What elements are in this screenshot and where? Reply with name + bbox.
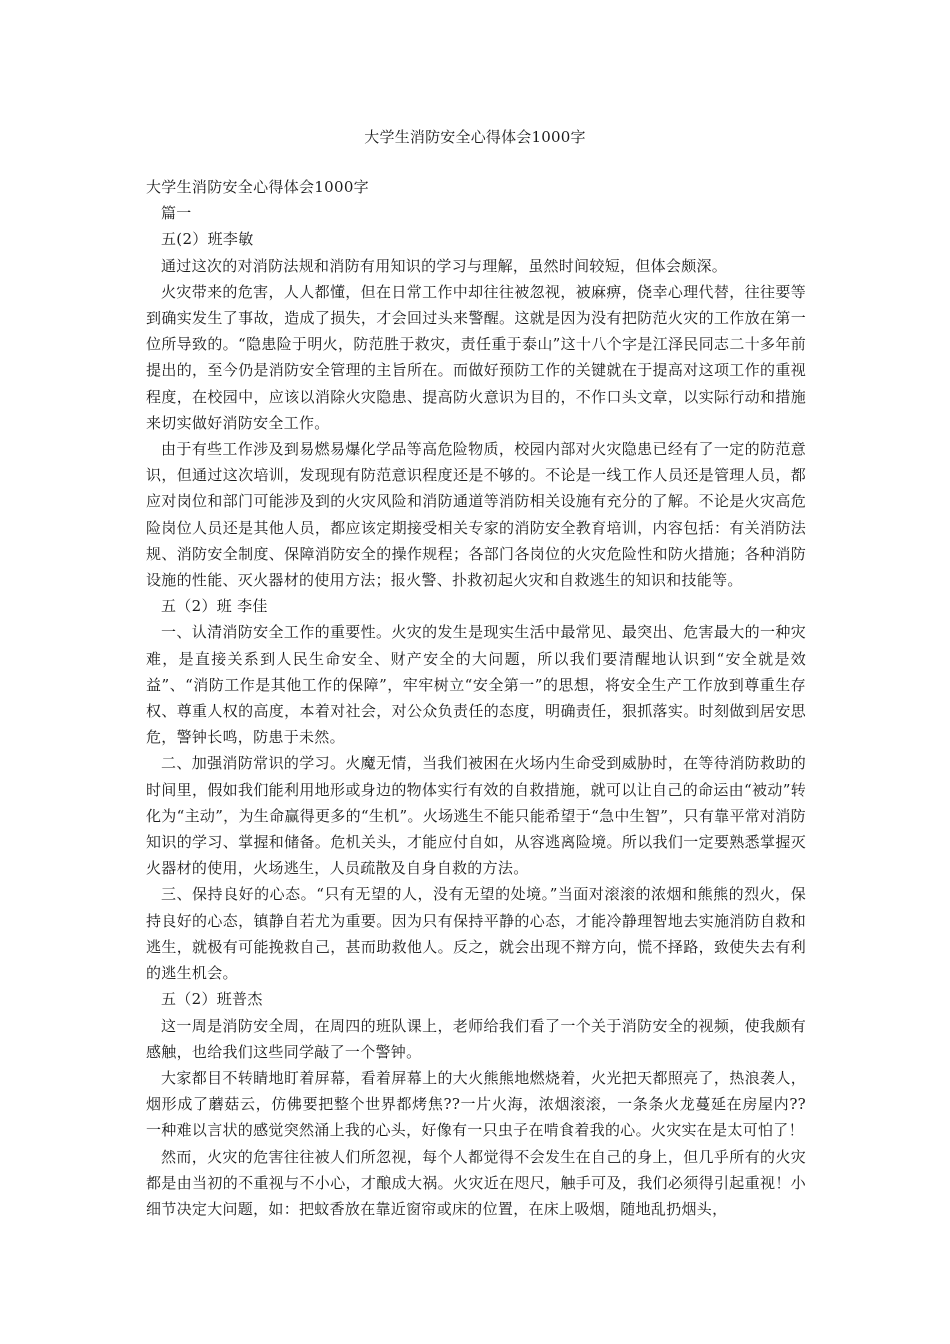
author-line: 五（2）班普杰 <box>161 990 263 1009</box>
paragraph: 三、保持良好的心态。“只有无望的人，没有无望的处境。”当面对滚滚的浓烟和熊熊的烈火，保持良好的心态，镇静自若尤为重要。因为只有保持平静的心态，才能冷静理智地去实施消防自救和逃生，就极有可能挽救自己，甚而助救他人。反之，就会出现不辩方向，慌不择路，致使失去有利的逃生机会。 <box>146 885 806 983</box>
paragraph: 由于有些工作涉及到易燃易爆化学品等高危险物质，校园内部对火灾隐患已经有了一定的防范意识，但通过这次培训，发现现有防范意识程度还是不够的。不论是一线工作人员还是管理人员，都应对岗位和部门可能涉及到的火灾风险和消防通道等消防相关设施有充分的了解。不论是火灾高危险岗位人员还是其他人员，都应该定期接受相关专家的消防安全教育培训，内容包括：有关消防法规、消防安全制度、保障消防安全的操作规程；各部门各岗位的火灾危险性和防火措施；各种消防设施的性能、灭火器材的使用方法；报火警、扑救初起火灾和自救逃生的知识和技能等。 <box>146 440 806 590</box>
part-label: 篇一 <box>161 204 192 223</box>
paragraph: 火灾带来的危害，人人都懂，但在日常工作中却往往被忽视，被麻痹，侥幸心理代替，往往要等到确实发生了事故，造成了损失，才会回过头来警醒。这就是因为没有把防范火灾的工作放在第一位所导致的。“隐患险于明火，防范胜于救灾，责任重于泰山”这十八个字是江泽民同志二十多年前提出的，至今仍是消防安全管理的主旨所在。而做好预防工作的关键就在于提高对这项工作的重视程度，在校园中，应该以消除火灾隐患、提高防火意识为目的，不作口头文章，以实际行动和措施来切实做好消防安全工作。 <box>146 282 806 432</box>
paragraph: 这一周是消防安全周，在周四的班队课上，老师给我们看了一个关于消防安全的视频，使我颇有感触，也给我们这些同学敲了一个警钟。 <box>146 1016 806 1061</box>
document-heading: 大学生消防安全心得体会1000字 <box>146 178 369 196</box>
paragraph: 二、加强消防常识的学习。火魔无情，当我们被困在火场内生命受到威胁时，在等待消防救助的时间里，假如我们能利用地形或身边的物体实行有效的自救措施，就可以让自己的命运由“被动”转化为“主动”，为生命赢得更多的“生机”。火场逃生不能只能希望于“急中生智”，只有靠平常对消防知识的学习、掌握和储备。危机关头，才能应付自如，从容逃离险境。所以我们一定要熟悉掌握灭火器材的使用，火场逃生，人员疏散及自身自救的方法。 <box>146 754 806 878</box>
author-line: 五(2）班李敏 <box>161 230 254 249</box>
paragraph: 大家都目不转睛地盯着屏幕，看着屏幕上的大火熊熊地燃烧着，火光把天都照亮了，热浪袭人，烟形成了蘑菇云，仿佛要把整个世界都烤焦??一片火海，浓烟滚滚，一条条火龙蔓延在房屋内??一种难以言状的感觉突然涌上我的心头，好像有一只虫子在啃食着我的心。火灾实在是太可怕了！ <box>146 1068 806 1140</box>
paragraph: 一、认清消防安全工作的重要性。火灾的发生是现实生活中最常见、最突出、危害最大的一种灾难，是直接关系到人民生命安全、财产安全的大问题，所以我们要清醒地认识到“安全就是效益”、“消防工作是其他工作的保障”，牢牢树立“安全第一”的思想，将安全生产工作放到尊重生存权、尊重人权的高度，本着对社会，对公众负责任的态度，明确责任，狠抓落实。时刻做到居安思危，警钟长鸣，防患于未然。 <box>146 623 806 747</box>
paragraph: 通过这次的对消防法规和消防有用知识的学习与理解，虽然时间较短，但体会颇深。 <box>161 256 728 275</box>
paragraph: 然而，火灾的危害往往被人们所忽视，每个人都觉得不会发生在自己的身上，但几乎所有的火灾都是由当初的不重视与不小心，才酿成大祸。火灾近在咫尺，触手可及，我们必须得引起重视！小细节决定大问题，如：把蚊香放在靠近窗帘或床的位置，在床上吸烟，随地乱扔烟头， <box>146 1147 806 1218</box>
document-title: 大学生消防安全心得体会1000字 <box>364 128 586 146</box>
author-line: 五（2）班 李佳 <box>161 597 268 616</box>
document-body <box>146 174 806 1222</box>
